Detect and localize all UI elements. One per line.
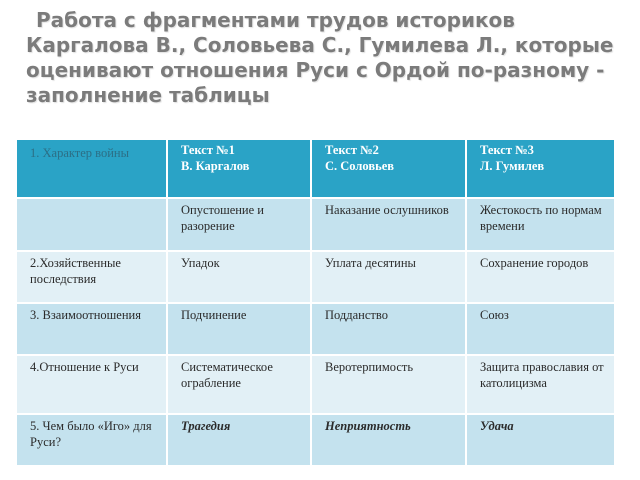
table-cell: Защита православия от католицизма xyxy=(466,355,615,414)
table-cell: Сохранение городов xyxy=(466,251,615,303)
title-line-3: оценивают отношения Руси с Ордой по-разному - xyxy=(26,58,605,82)
table-cell: Жестокость по нормам времени xyxy=(466,198,615,251)
table-cell: Веротерпимость xyxy=(311,355,466,414)
slide-title xyxy=(26,8,626,108)
title-line-1: Работа с фрагментами трудов историков xyxy=(36,8,515,32)
table-row xyxy=(16,198,615,251)
row-label: 2.Хозяйственные последствия xyxy=(16,251,167,303)
table-row xyxy=(16,251,615,303)
table-cell: Опустошение и разорение xyxy=(167,198,311,251)
header-text-number: Текст №3 xyxy=(480,143,534,157)
table-cell: Упадок xyxy=(167,251,311,303)
table-cell: Подчинение xyxy=(167,303,311,355)
comparison-table xyxy=(15,138,616,467)
header-text-number: Текст №2 xyxy=(325,143,379,157)
table-row xyxy=(16,414,615,466)
table-cell: Удача xyxy=(466,414,615,466)
row-label: 5. Чем было «Иго» для Руси? xyxy=(16,414,167,466)
table-cell: Наказание ослушников xyxy=(311,198,466,251)
table-cell: Подданство xyxy=(311,303,466,355)
table-cell: Трагедия xyxy=(167,414,311,466)
header-cell-war-character: 1. Характер войны xyxy=(16,139,167,198)
title-line-4: заполнение таблицы xyxy=(26,83,270,107)
table-cell: Уплата десятины xyxy=(311,251,466,303)
table-cell: Неприятность xyxy=(311,414,466,466)
table-cell: Союз xyxy=(466,303,615,355)
header-author: Л. Гумилев xyxy=(480,159,545,173)
table-cell: Систематическое ограбление xyxy=(167,355,311,414)
table-row xyxy=(16,303,615,355)
row-label: 4.Отношение к Руси xyxy=(16,355,167,414)
header-author: С. Соловьев xyxy=(325,159,395,173)
table-header-row xyxy=(16,139,615,198)
header-cell-text-2 xyxy=(311,139,466,198)
header-cell-text-3 xyxy=(466,139,615,198)
title-line-2: Каргалова В., Соловьева С., Гумилева Л., которые xyxy=(26,33,614,57)
row-label: 3. Взаимоотношения xyxy=(16,303,167,355)
header-author: В. Каргалов xyxy=(181,159,250,173)
table-row xyxy=(16,355,615,414)
header-text-number: Текст №1 xyxy=(181,143,235,157)
header-cell-text-1 xyxy=(167,139,311,198)
row-label xyxy=(16,198,167,251)
